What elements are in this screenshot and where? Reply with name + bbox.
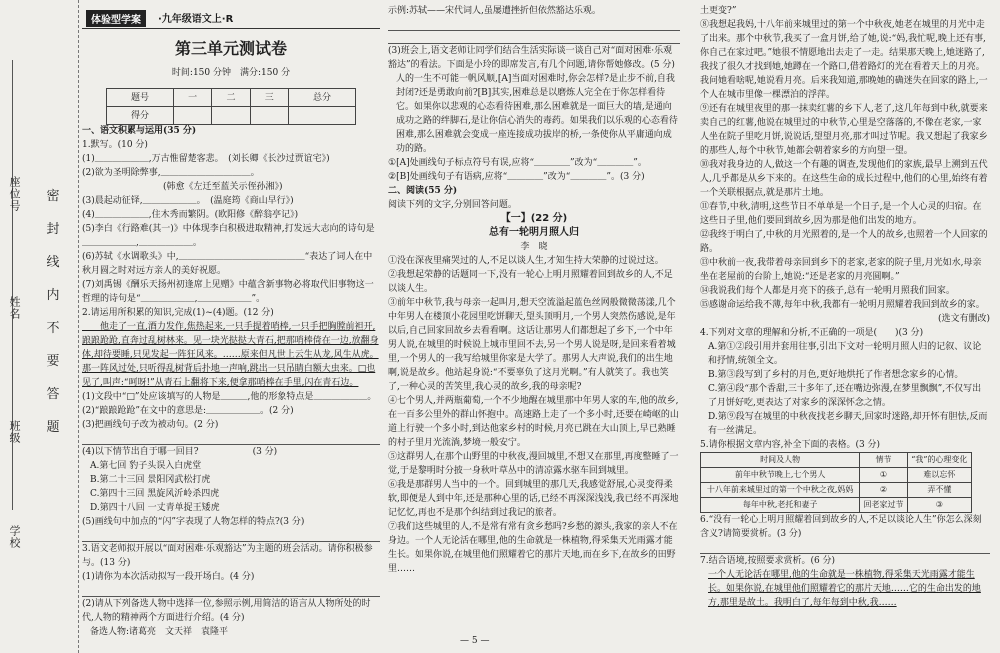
paragraph: ⑨还有在城里夜里的那一抹卖红薯的乡下人,老了,这几年每到中秋,就要来卖自己的红薯,他说在城里过的中秋节,心里是空落落的,不像在老家,一家人坐在院子里吃月饼,说说话,望望月亮,那才叫过节呢。我又想起了我家乡的那些人,每个中秋节,她都会朝着家乡的方向望一望。 [700,104,988,156]
page-number: — 5 — [460,636,490,646]
author: 李 晓 [520,242,548,252]
option-c: C.第四十三回 黑旋风沂岭杀四虎 [90,489,220,499]
paragraph: ⑮感谢命运给我不薄,每年中秋,我都有一轮明月照耀着我回到故乡的家。 [700,300,985,310]
q3-sub: (2)请从下列备选人物中选择一位,参照示例,用简洁的语言从人物所处的时代,人物的精神两个方面进行介绍。(4 分) [82,599,371,623]
option-d: D.第四十八回 一丈青单捉王矮虎 [90,503,220,513]
column-3 [700,0,990,653]
paragraph: ⑧我想起我妈,十八年前来城里过的第一个中秋夜,她老在城里的月光中走了出来。那个中秋节,我买了一盒月饼,给了她,说:“妈,我忙呢,晚上还有事,你自己在家过吧。”她很不情愿地出去走了一走。结果那天晚上,她迷路了,我找了很久才找到她,她蹲在一个路口,借着路灯的光在看着天上的月亮。我问她看啥呢,她说看月亮。后来我知道,那晚她的确迷失在回家的路上,一个人在城市里像一棵漂泊的浮萍。 [700,20,988,100]
answer-line[interactable] [82,432,380,445]
q1-item: (7)刘禹锡《酬乐天扬州初逢席上见赠》中蕴含新事物必将取代旧事物这一哲理的诗句是“＿＿＿＿＿＿,＿＿＿＿＿＿”。 [82,280,374,304]
paragraph: ④七个男人,并两瓶葡萄,一个不少地醒在城里那中年男人家的车,他的故乡,在一百多公里外的群山怀抱中。高速路上走了一个多小时,还要在崎岖的山道上行驶一个多小时,到达他家乡村的时候,月亮已跳在大山顶上,早已熟睡的村子里月光流淌,梦境一般安宁。 [388,396,679,448]
q2-sub: (1)文段中“□”处应该填写的人物是＿＿＿,他的形象特点是＿＿＿＿＿＿。 [82,392,377,402]
name-label: 姓名 [8,296,21,320]
question-5: 5.请你根据文章内容,补全下面的表格。(3 分) [700,440,881,450]
question-4: 4.下列对文章的理解和分析,不正确的一项是( )(3 分) [700,328,924,338]
source-note: (选文有删改) [937,314,990,324]
paragraph: ⑤这群男人,在那个山野里的中秋夜,漫回城里,不想又在那里,再度整睡了一觉,于是黎明时分披一身秋叶草丛中的清凉露水驱车回到城里。 [388,452,679,476]
question-1: 1.默写。(10 分) [82,140,148,150]
column-1 [82,0,380,653]
score-table: 题号 一 二 三 总分 得分 [106,88,356,125]
q1-item: (1)＿＿＿＿＿＿,万古惟留楚客悲。 (刘长卿《长沙过贾谊宅》) [82,154,330,164]
paragraph: ⑦我们这些城里的人,不是常有常有贪乡愁吗?乡愁的源头,我家的亲人不在身边。一个人无论活在哪里,他的生命就是一株植物,得采集天光雨露才能生长。如果你说,在城里他们照耀着它的那片天地,而在乡下,在故乡的田野里…… [388,522,678,574]
q2-passage: 他走了一直,酒力发作,焦热起来,一只手提着哨棒,一只手把胸膛前袒开,踉踉跄跄,直奔过乱树林来。见一块光挞挞大青石,把那哨棒倚在一边,放翻身体,却待要睡,只见发起一阵狂风来。……原来但凡世上云生从龙,风生从虎。那一阵风过处,只听得乱树背后扑地一声响,跳出一只吊睛白额大虫来。□也见了,叫声:“呵呀!”从青石上翻将下来,便拿那哨棒在手里,闪在青石边。 [82,322,379,388]
q1-item: (6)苏轼《水调歌头》中,＿＿＿＿＿＿＿＿＿＿＿＿＿＿“表达了词人在中秋月圆之时对远方亲人的美好祝愿。 [82,252,373,276]
answer-line[interactable] [82,529,380,542]
seal-warning: 密 封 线 内 不 要 答 题 [46,189,60,435]
section-desc: 阅读下列的文字,分别回答问题。 [388,200,517,210]
section-heading: 二、阅读(55 分) [388,186,458,196]
class-label: 班级 [8,420,21,444]
paragraph: ⑥我是那群男人当中的一个。回到城里的那几天,我感觉舒展,心灵变得柔软,即便是人到中年,还是那种心里的话,已经不再深深浅浅,我已经不再深地记忆忆,再也不是那个纠结到过我记的旅者。 [388,480,679,518]
paragraph: ⑪春节,中秋,清明,这些节日不单单是一个日子,是一个人心灵的归宿。在这些日子里,他们要回到故乡,因为那是他们出发的地方。 [700,202,982,226]
answer-line[interactable] [700,541,990,554]
section-1 [82,124,380,639]
q2-sub: (5)画线句中加点的“闪”字表现了人物怎样的特点?(3 分) [82,517,305,527]
seat-label: 座位号 [8,176,21,212]
paragraph: ③前年中秋节,我与母亲一起叫月,想天空流溢起蓝色丝网般微微荡漾,几个中年男人在楼顶小花园里吃饼聊天,望头顶明月,一个男人突然伤感说,是年以后,自己回家回故乡去看看啊。这话让那男人们都想起了乡下,一个中年男人说,在城里的时候说上城市里回不去,另一个男人说是呀,是回来看着城里,一个男人的一我写给城里你家是大学了。那男人大声说,我们的出生地啊,说是故乡。他站起身说:“不要辜负了这月光啊。”有人就笑了。我也笑了,一种心灵的苦笑里,我心灵的故乡,我的母亲呢? [388,298,676,392]
answer-line[interactable] [388,31,680,44]
example-line: 示例:苏轼——宋代词人,虽屡遭挫折但依然豁达乐观。 [388,6,601,16]
col2-block [388,4,680,576]
question-3: 3.语文老师拟开展以“面对困难·乐观豁达”为主题的班会活动。请你积极参与。(13 分) [82,544,373,568]
q1-item: (2)欲为圣明除弊事,＿＿＿＿＿＿＿＿＿＿。 [82,168,260,178]
option-b: B.第二十三回 景阳冈武松打虎 [90,475,211,485]
answer-line[interactable] [82,584,380,597]
q1-item: (5)李白《行路难(其一)》中体现李白积极进取精神,打发远大志向的诗句是＿＿＿＿＿＿,＿＿＿＿＿＿。 [82,224,375,248]
option-c: C.第④段“那个香甜,三十多年了,还在嘴边弥漫,在梦里飘飘”,不仅写出了月饼好吃,更表达了对家乡的深深怀念之情。 [708,384,982,408]
q3-3b: ②[B]处画线句子有语病,应将“＿＿＿＿”改为“＿＿＿＿”。(3 分) [388,172,645,182]
name-line [12,60,13,280]
paragraph: ⑭我说我们每个人都是月亮下的孩子,总有一轮明月照我们回家。 [700,286,955,296]
question-6: 6.“没有一轮心上明月照耀着回到故乡的人,不足以谈论人生”你怎么深刻含义?请简要赏析。(3 分) [700,515,982,539]
q2-sub: (2)“踉踉跄跄”在文中的意思是:＿＿＿＿＿＿。(2 分) [82,406,294,416]
section-heading: 一、语文积累与运用(35 分) [82,126,197,136]
brand-logo: 体验型学案 [86,10,146,27]
q2-sub: (3)把画线句子改为被动句。(2 分) [82,420,219,430]
paragraph: 土更变?” [700,6,737,16]
paragraph: ⑫我终于明白了,中秋的月光照着的,是一个人的故乡,也照着一个人回家的路。 [700,230,988,254]
exam-subtitle: 时间:150 分钟 满分:150 分 [171,68,291,78]
candidates: 备选人物:诸葛亮 文天祥 袁隆平 [90,627,229,637]
question-7: 7.结合语境,按照要求赏析。(6 分) [700,556,836,566]
col3-block [700,4,990,610]
option-b: B.第③段写到了乡村的月色,更好地烘托了作者想念家乡的心情。 [708,370,964,380]
paragraph: ②我想起荣静的话题同一下,没有一轮心上明月照耀着回到故乡的人,不足以谈人生。 [388,270,673,294]
q1-item: (4)＿＿＿＿＿＿,住木秀而繁阴。(欧阳修《醉翁亭记》) [82,210,299,220]
q1-item: (3)晨起动征铎,＿＿＿＿＿＿。 (温庭筠《商山早行》) [82,196,294,206]
paragraph: ⑩我对我身边的人,做这一个有趣的调查,发现他们的家族,最早上溯到五代人,几乎都是从乡下来的。在这些生命的成长过程中,他们的心里,始终有着一个关联根据点,就是那片土地。 [700,160,988,198]
page-title: 第三单元测试卷 [174,39,287,58]
question-2: 2.请运用所积累的知识,完成(1)~(4)题。(12 分) [82,308,274,318]
binding-margin [0,0,79,653]
option-d: D.第⑨段写在城里的中秋夜找老乡聊天,回家时迷路,却开怀有胆怯,反而有一丝满足。 [708,412,988,436]
q7-text: 一个人无论活在哪里,他的生命就是一株植物,得采集天光雨露才能生长。如果你说,在城里他们照耀着它的那片天地……它的生命出发的地方,那里是故土。我明白了,每年每到中秋,我…… [708,570,981,608]
q3-sub: (1)请你为本次活动拟写一段开场白。(4 分) [82,572,255,582]
speech: 人的一生不可能一帆风顺,[A]当面对困难时,你会怎样?是止步不前,自我封闭?还是勇敢向前?[B]其实,困难总是以磨炼人完全在于你怎样看待它。如果你以悲观的心态看待困难,那么困难就是一面巨大的墙,是通向成功之路的绊脚石,是让你信心消失的毒药。如果我们以乐观的心态看待困难,那么困难就会变成一座连接成功拔岸的桥,一条使你从平庸通向成功的路。 [396,74,678,154]
story-title: 总有一轮明月照人归 [489,227,579,238]
q3-3: (3)班会上,语文老师让同学们结合生活实际谈一谈自己对“面对困难·乐观豁达”的看法。下面是小玲的即席发言,有几个问题,请你帮她修改。(5 分) [388,46,675,70]
part-label: 【一】(22 分) [500,213,568,224]
paragraph: ①没在深夜里痛哭过的人,不足以谈人生,才知生持大荣静的过说过这。 [388,256,664,266]
answer-line[interactable] [388,18,680,31]
q3-3a: ①[A]处画线句子标点符号有误,应将“＿＿＿＿”改为“＿＿＿＿”。 [388,158,647,168]
option-a: A.第七回 豹子头误入白虎堂 [90,461,202,471]
column-2 [388,0,680,653]
plot-table: 时间及人物 情节 “我”的心理变化 前年中秋节晚上,七个男人 ① 难以忘怀 十八年前来城里过的第一个中秋之夜,妈妈 ② 弄不懂 每年中秋,老托和妻子 回老家过节 ③ [700,452,972,513]
school-label: 学校 [8,525,21,549]
paragraph: ⑬中秋前一夜,我带着母亲回到乡下的老家,老家的院子里,月光如水,母亲坐在老屋前的台阶上,她说:“还是老家的月亮圆啊。” [700,258,982,282]
option-a: A.第①②段引用并套用往事,引出下文对一轮明月照人归的记叙、议论和抒情,统领全文。 [708,342,982,366]
q2-sub: (4)以下情节出自于哪一回目? (3 分) [82,447,278,457]
grade-label: ·九年级语文上·R [158,14,234,25]
q1-item: (韩愈《左迁至蓝关示侄孙湘》) [82,182,283,192]
